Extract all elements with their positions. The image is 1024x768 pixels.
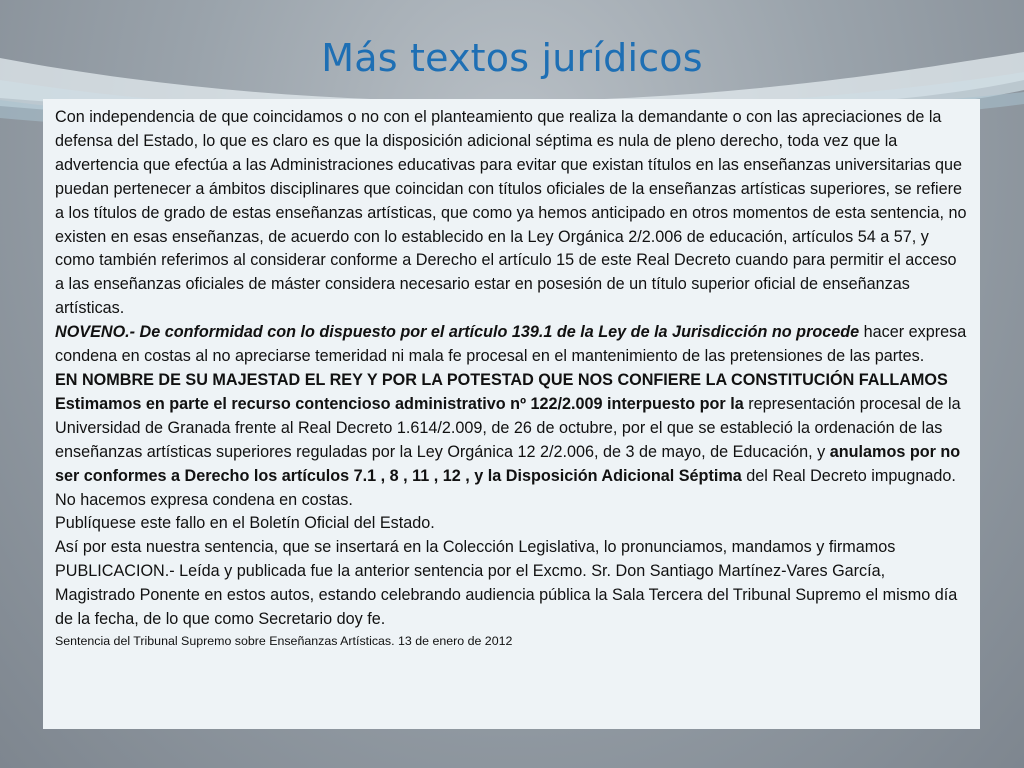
paragraph-asi: Así por esta nuestra sentencia, que se insertará en la Colección Legislativa, lo pronunciamos, mandamos y firmamos PUBLICACION.- Leída y publicada fue la anterior sentencia por el Excmo. Sr. Don Santiago Martínez-Vares García, Magistrado Ponente en estos autos, estando celebrando audiencia pública la Sala Tercera del Tribunal Supremo el mismo día de la fecha, de lo que como Secretario doy fe.	[55, 538, 958, 629]
paragraph-publiquese: Publíquese este fallo en el Boletín Oficial del Estado.	[55, 514, 435, 533]
estimamos-bold: Estimamos en parte el recurso contencioso administrativo nº 122/2.009 interpuesto por la	[55, 394, 744, 413]
slide-title: Más textos jurídicos	[321, 36, 703, 80]
fallamos-heading: EN NOMBRE DE SU MAJESTAD EL REY Y POR LA POTESTAD QUE NOS CONFIERE LA CONSTITUCIÓN FALLAMOS	[55, 370, 948, 389]
paragraph-noveno	[55, 321, 968, 369]
anulamos-text: del Real Decreto impugnado. No hacemos expresa condena en costas.	[55, 466, 956, 509]
paragraph-estimamos	[55, 393, 968, 513]
citation: Sentencia del Tribunal Supremo sobre Enseñanzas Artísticas. 13 de enero de 2012	[55, 633, 513, 648]
anulamos-bold: anulamos por no ser conformes a Derecho los artículos 7.1 , 8 , 11 , 12 , y la Disposición Adicional Séptima	[55, 442, 961, 485]
paragraph-1: Con independencia de que coincidamos o no con el planteamiento que realiza la demandante o con las apreciaciones de la defensa del Estado, lo que es claro es que la disposición adicional séptima es nula de pleno derecho, toda vez que la advertencia que efectúa a las Administraciones educativas para evitar que existan títulos en las enseñanzas universitarias que puedan pertenecer a ámbitos disciplinares que coincidan con títulos oficiales de la enseñanzas artísticas superiores, se refiere a los títulos de grado de estas enseñanzas artísticas, que como ya hemos anticipado en otros momentos de esta sentencia, no existen en esas enseñanzas, de acuerdo con lo establecido en la Ley Orgánica 2/2.006 de educación, artículos 54 a 57, y como también referimos al considerar conforme a Derecho el artículo 15 de este Real Decreto cuando para permitir el acceso a las enseñanzas oficiales de máster considera necesario estar en posesión de un título superior oficial de enseñanzas artísticas.	[55, 108, 967, 318]
estimamos-text: representación procesal de la Universidad de Granada frente al Real Decreto 1.614/2.009, de 26 de octubre, por el que se estableció la ordenación de las enseñanzas artísticas superiores reguladas por la Ley Orgánica 12 2/2.006, de 3 de mayo, de Educación, y	[55, 394, 961, 461]
noveno-text: hacer expresa condena en costas al no apreciarse temeridad ni mala fe procesal en el mantenimiento de las pretensiones de las partes.	[55, 323, 967, 366]
content-panel	[43, 99, 980, 729]
noveno-heading: NOVENO.- De conformidad con lo dispuesto por el artículo 139.1 de la Ley de la Jurisdicción no procede	[55, 323, 860, 342]
